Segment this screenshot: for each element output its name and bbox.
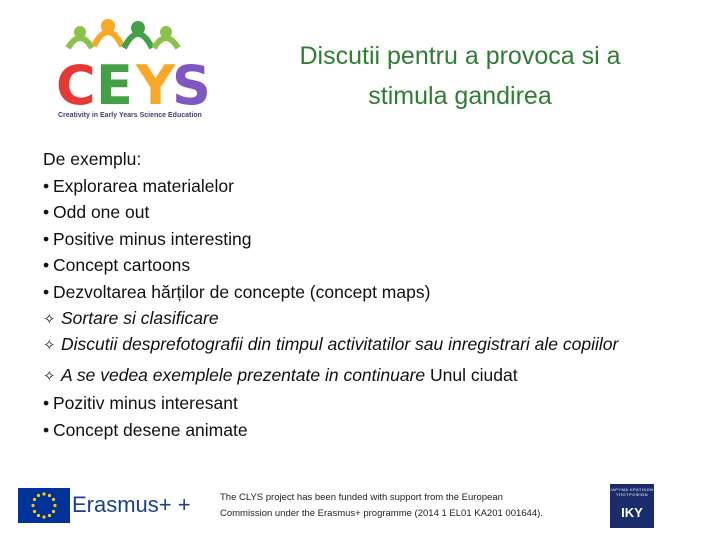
list-item [43,390,683,417]
title-line-1: Discutii pentru a provoca si a [299,42,621,70]
bullet-marker: • [43,255,50,275]
list-item [43,305,683,334]
erasmus-logo-text: Erasmus+ + [72,492,191,517]
list-item-text: Pozitiv minus interesant [53,393,238,413]
bullet-marker: • [43,419,50,440]
star-bullet-icon: ✧ [43,336,56,354]
iky-logo [610,484,654,528]
star-bullet-icon: ✧ [43,367,56,385]
title-line-2: stimula gandirea [368,82,552,110]
list-item-text: Sortare si clasificare [61,308,219,328]
footer [0,478,720,540]
bullet-marker: • [43,393,50,413]
list-item [43,226,683,253]
bullet-marker: • [43,228,50,249]
star-bullet-icon: ✧ [43,311,56,328]
iky-subtitle: ΙΔΡΥΜΑ ΚΡΑΤΙΚΩΝ ΥΠΟΤΡΟΦΙΩΝ [610,487,654,497]
list-item [43,252,683,279]
intro-text: De exemplu: [43,149,142,169]
list-item [43,362,683,391]
svg-text:E: E [96,54,133,110]
logo-tagline: Creativity in Early Years Science Education [58,112,202,119]
svg-text:C: C [56,54,96,110]
funding-notice [220,490,590,522]
funding-line-2: Commission under the Erasmus+ programme (2014 1 EL01 KA201 001644). [220,508,543,519]
slide-title [250,36,670,116]
list-item-text: Concept desene animate [53,419,248,440]
ceys-logo [52,18,212,122]
list-item-text: Discutii desprefotografii din timpul activitatilor sau inregistrari ale copiilor [61,333,619,354]
list-item [43,417,683,444]
content-list [43,146,683,443]
bullet-marker: • [43,202,50,222]
list-item-text: Explorarea materialelor [53,175,234,196]
list-item [43,334,683,362]
list-item [43,199,683,226]
list-item-text: A se vedea exemplele prezentate in continuare [61,364,426,385]
svg-text:S: S [172,54,211,110]
list-item [43,279,683,306]
list-item-text: Positive minus interesting [53,228,252,249]
list-item-text: Odd one out [53,202,150,222]
bullet-marker: • [43,281,50,302]
iky-name: IKY [621,505,643,520]
list-item-text: Concept cartoons [53,255,191,275]
ceys-logo-graphic [52,18,212,110]
bullet-marker: • [43,175,50,196]
funding-line-1: The CLYS project has been funded with support from the European [220,492,503,503]
list-item [43,173,683,200]
list-item-suffix: Unul ciudat [425,364,518,385]
list-item-text: Dezvoltarea hărților de concepte (concept maps) [53,281,431,302]
eu-flag-icon [18,488,70,523]
svg-text:Y: Y [136,54,176,110]
